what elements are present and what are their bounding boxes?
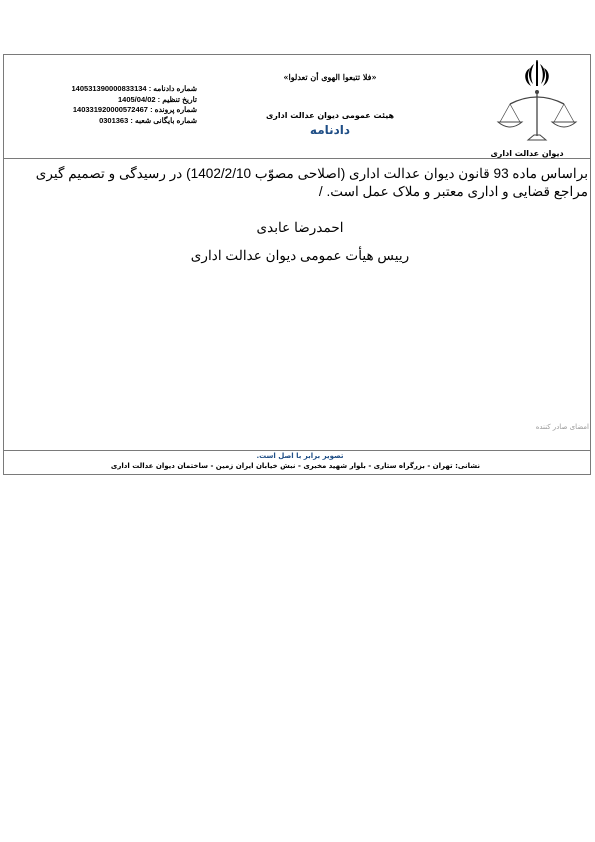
meta-value: 1405/04/02: [118, 94, 156, 104]
scales-of-justice-icon: [490, 60, 584, 146]
document-title: دادنامه: [309, 123, 351, 137]
signer-name: احمدرضا عابدی: [256, 220, 344, 235]
iran-emblem-icon: [525, 60, 549, 86]
meta-value: 140531390000833134: [71, 84, 147, 93]
board-name: هیئت عمومی دیوان عدالت اداری: [265, 111, 395, 120]
meta-label: شماره پرونده :: [150, 105, 197, 115]
meta-row-verdict-number: [17, 84, 197, 95]
meta-label: شماره دادنامه :: [148, 84, 197, 93]
footer-divider: [4, 450, 590, 451]
address-line: نشانی: تهران - بزرگراه ستاری - بلوار شهید مخبری - نبش خیابان ایران زمین - ساختمان دیوان عدالت اداری: [110, 462, 480, 470]
meta-row-issue-date: [17, 95, 197, 106]
meta-row-archive-number: [17, 116, 197, 127]
document-meta: [17, 84, 197, 126]
meta-label: شماره بایگانی شعبه :: [130, 115, 197, 125]
body-paragraph: براساس ماده 93 قانون دیوان عدالت اداری (اصلاحی مصوّب 1402/2/10) در رسیدگی و تصمیم گیری مراجع قضایی و اداری معتبر و ملاک عمل است. /: [35, 166, 588, 199]
header-divider: [4, 158, 590, 159]
verse-text: «فلا تتبعوا الهوی أن تعدلوا»: [283, 72, 377, 82]
meta-value: 0301363: [99, 115, 129, 125]
emblem-caption: دیوان عدالت اداری: [490, 149, 564, 158]
signature-label: امضای صادر کننده: [535, 423, 589, 431]
meta-value: 140331920000572467: [72, 105, 148, 115]
meta-label: تاریخ تنظیم :: [157, 94, 197, 104]
meta-row-case-number: [17, 105, 197, 116]
certified-copy-note: تصویر برابر با اصل است.: [256, 452, 344, 460]
signer-title: رییس هیأت عمومی دیوان عدالت اداری: [190, 248, 410, 263]
